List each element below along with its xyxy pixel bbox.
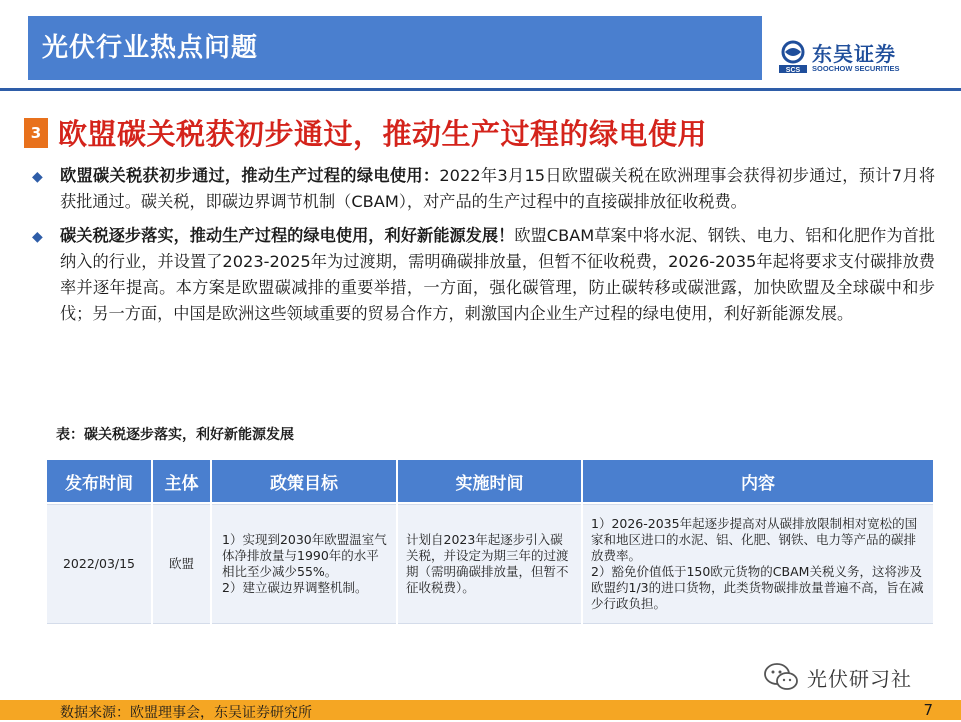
diamond-bullet-icon: ◆ (32, 169, 43, 185)
section-number: 3 (24, 118, 48, 148)
bullet-item (30, 163, 935, 215)
bullet-text (60, 223, 935, 327)
bullet-body: 欧盟CBAM草案中将水泥、钢铁、电力、铝和化肥作为首批纳入的行业，并设置了2023-2025年为过渡期，需明确碳排放量，但暂不征收税费，2026-2035年起将要求支付碳排放费率并逐年提高。本方案是欧盟碳减排的重要举措，一方面，强化碳管理，防止碳转移或碳泄露，加快欧盟及全球碳中和步伐；另一方面，中国是欧洲这些领域重要的贸易合作方，刺激国内企业生产过程的绿电使用，利好新能源发展。 (60, 226, 935, 323)
watermark-text: 光伏研习社 (807, 667, 912, 691)
table-header-row (47, 460, 933, 502)
header-bar (28, 16, 762, 80)
bullet-lead: 欧盟碳关税获初步通过，推动生产过程的绿电使用： (60, 166, 440, 185)
section-title: 欧盟碳关税获初步通过，推动生产过程的绿电使用 (58, 117, 708, 151)
column-header-goal: 政策目标 (212, 460, 396, 502)
soochow-logo-icon (779, 40, 807, 74)
column-header-content: 内容 (583, 460, 933, 502)
column-header-implementation: 实施时间 (398, 460, 581, 502)
column-header-date: 发布时间 (47, 460, 151, 502)
bullet-lead: 碳关税逐步落实，推动生产过程的绿电使用，利好新能源发展！ (60, 226, 515, 245)
cell-date: 2022/03/15 (47, 504, 151, 624)
column-header-entity: 主体 (153, 460, 210, 502)
brand-logo-block (779, 40, 919, 80)
table-caption: 表：碳关税逐步落实，利好新能源发展 (56, 427, 294, 443)
bullet-item (30, 223, 935, 327)
svg-text:SCS: SCS (785, 67, 801, 74)
policy-table (45, 458, 935, 626)
cell-entity: 欧盟 (153, 504, 210, 624)
cell-goal: 1）实现到2030年欧盟温室气体净排放量与1990年的水平相比至少减少55%。 2）建立碳边界调整机制。 (212, 504, 396, 624)
bullet-text (60, 163, 935, 215)
cell-implementation: 计划自2023年起逐步引入碳关税，并设定为期三年的过渡期（需明确碳排放量，但暂不征收税费）。 (398, 504, 581, 624)
page-title: 光伏行业热点问题 (42, 33, 259, 63)
cell-content: 1）2026-2035年起逐步提高对从碳排放限制相对宽松的国家和地区进口的水泥、铝、化肥、钢铁、电力等产品的碳排放费率。 2）豁免价值低于150欧元货物的CBAM关税义务，这将涉及欧盟约1/3的进口货物，此类货物碳排放量普遍不高，旨在减少行政负担。 (583, 504, 933, 624)
page-number: 7 (923, 701, 933, 719)
diamond-bullet-icon: ◆ (32, 229, 43, 245)
bullet-body: 2022年3月15日欧盟碳关税在欧洲理事会获得初步通过，预计7月将获批通过。碳关税，即碳边界调节机制（CBAM），对产品的生产过程中的直接碳排放征收税费。 (60, 166, 936, 211)
table-row (47, 504, 933, 624)
header-divider (0, 88, 961, 91)
footer-bar (0, 700, 961, 720)
bullet-list (30, 163, 935, 335)
data-source: 数据来源：欧盟理事会，东吴证券研究所 (60, 705, 312, 721)
brand-name: 东吴证券 (812, 42, 896, 66)
wechat-icon (763, 661, 799, 693)
brand-subtitle: SOOCHOW SECURITIES (812, 64, 900, 73)
